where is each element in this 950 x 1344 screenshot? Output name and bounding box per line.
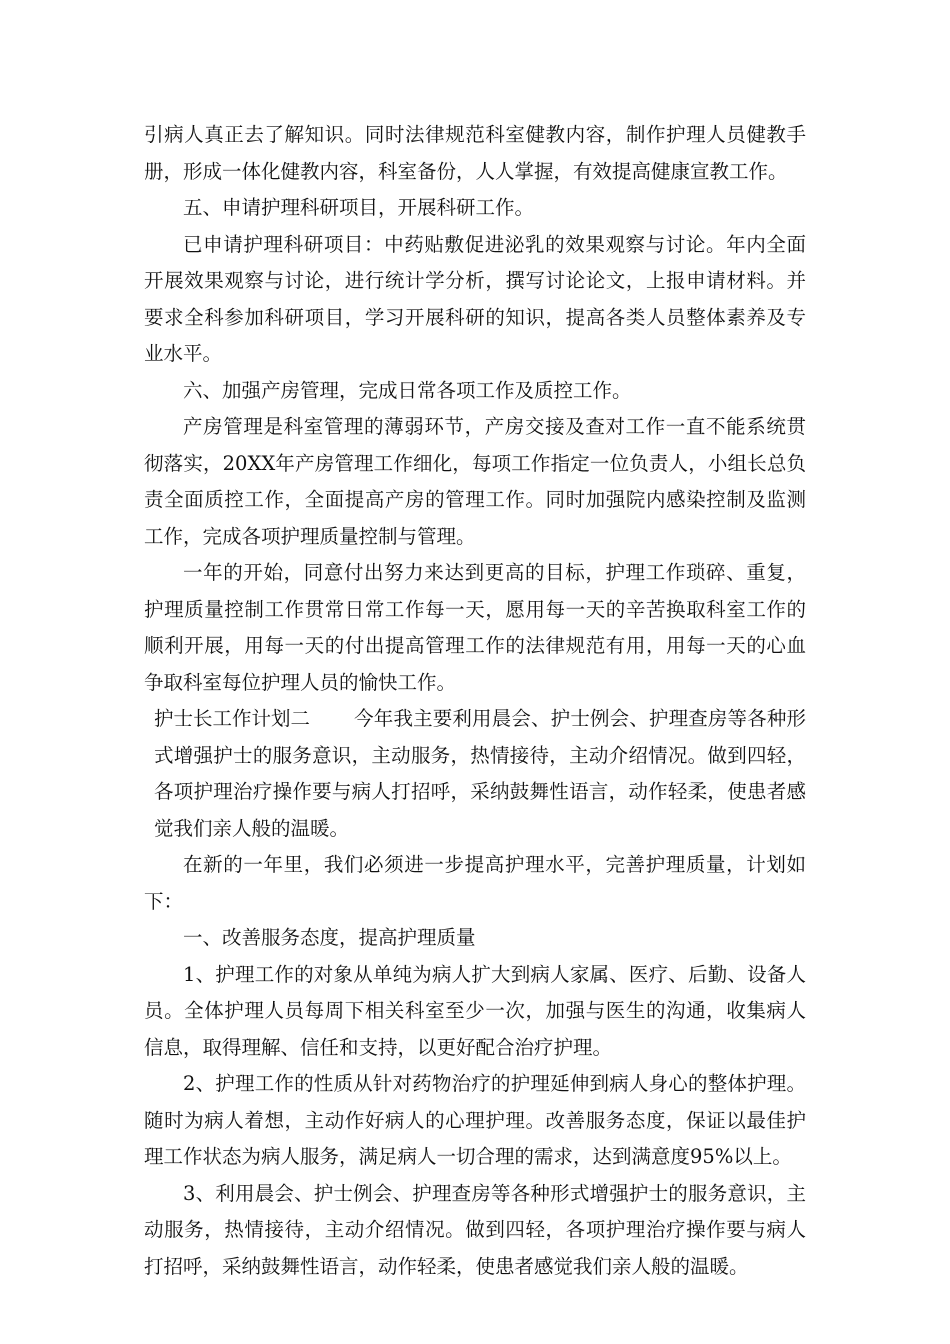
plan-two-intro-block (144, 701, 806, 847)
paragraph-item-3: 3、利用晨会、护士例会、护理查房等各种形式增强护士的服务意识，主动服务，热情接待，主动介绍情况。做到四轻，各项护理治疗操作要与病人打招呼，采纳鼓舞性语言，动作轻柔，使患者感觉我们亲人般的温暖。 (144, 1181, 806, 1278)
paragraph-item-2: 2、护理工作的性质从针对药物治疗的护理延伸到病人身心的整体护理。随时为病人着想，主动作好病人的心理护理。改善服务态度，保证以最佳护理工作状态为病人服务，满足病人一切合理的需求，达到满意度95%以上。 (144, 1072, 806, 1168)
plan-two-title: 护士长工作计划二 (154, 707, 311, 730)
plan-two-intro: 今年我主要利用晨会、护士例会、护理查房等各种形式增强护士的服务意识，主动服务，热情接待，主动介绍情况。做到四轻，各项护理治疗操作要与病人打招呼，采纳鼓舞性语言，动作轻柔，使患者感觉我们亲人般的温暖。 (154, 707, 806, 840)
paragraph-health-education: 引病人真正去了解知识。同时法律规范科室健教内容，制作护理人员健教手册，形成一体化健教内容，科室备份，人人掌握，有效提高健康宣教工作。 (144, 123, 806, 183)
paragraph-delivery-room: 产房管理是科室管理的薄弱环节，产房交接及查对工作一直不能系统贯彻落实，20XX年产房管理工作细化，每项工作指定一位负责人，小组长总负责全面质控工作，全面提高产房的管理工作。同时加强院内感染控制及监测工作，完成各项护理质量控制与管理。 (144, 415, 806, 548)
document-body (144, 117, 806, 1285)
paragraph-new-year-plan: 在新的一年里，我们必须进一步提高护理水平，完善护理质量，计划如下： (144, 853, 806, 913)
paragraph-item-1: 1、护理工作的对象从单纯为病人扩大到病人家属、医疗、后勤、设备人员。全体护理人员每周下相关科室至少一次，加强与医生的沟通，收集病人信息，取得理解、信任和支持，以更好配合治疗护理。 (144, 962, 806, 1059)
paragraph-research-project: 已申请护理科研项目：中药贴敷促进泌乳的效果观察与讨论。年内全面开展效果观察与讨论，进行统计学分析，撰写讨论论文，上报申请材料。并要求全科参加科研项目，学习开展科研的知识，提高各类人员整体素养及专业水平。 (144, 232, 806, 365)
paragraph-year-goal: 一年的开始，同意付出努力来达到更高的目标，护理工作琐碎、重复，护理质量控制工作贯常日常工作每一天，愿用每一天的辛苦换取科室工作的顺利开展，用每一天的付出提高管理工作的法律规范有用，用每一天的心血争取科室每位护理人员的愉快工作。 (144, 561, 806, 694)
section-heading-delivery-room: 六、加强产房管理，完成日常各项工作及质控工作。 (183, 378, 632, 402)
section-heading-research: 五、申请护理科研项目，开展科研工作。 (183, 196, 535, 219)
section-heading-service-attitude: 一、改善服务态度，提高护理质量 (183, 926, 476, 949)
